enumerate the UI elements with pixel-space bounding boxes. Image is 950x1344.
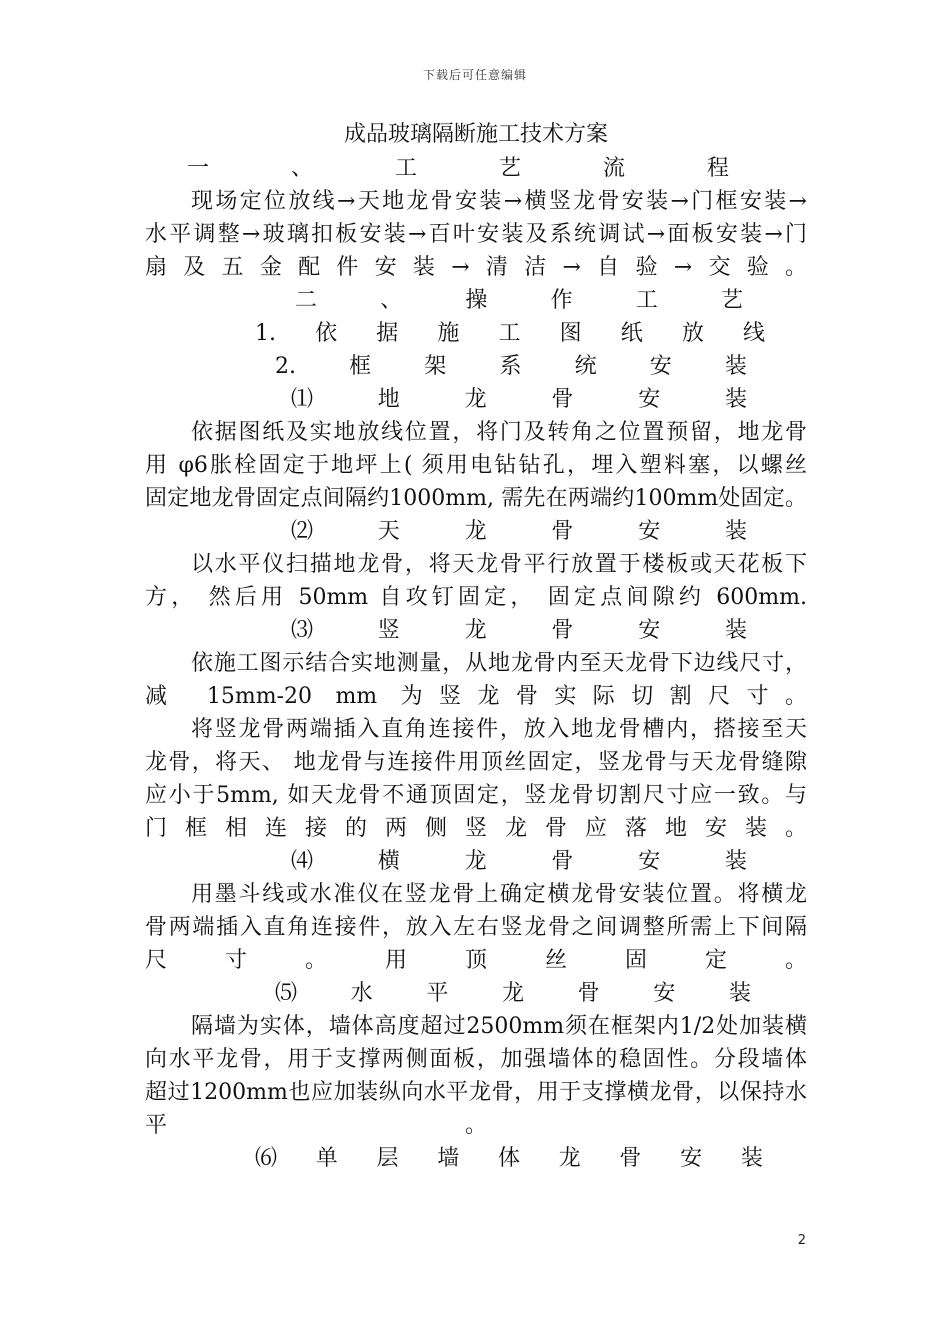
page-number: 2 bbox=[797, 1233, 806, 1248]
section-2-5-heading: ⑸ 水 平 龙 骨 安 装 bbox=[275, 981, 751, 1006]
paragraph-process-flow: 现场定位放线→天地龙骨安装→横竖龙骨安装→门框安装→ 水平调整→玻璃扣板安装→百叶安装及系统调试→面板安装→门 扇及五金配件安装→清洁→自验→交验。 bbox=[145, 189, 807, 280]
section-2-6-heading: ⑹ 单 层 墙 体 龙 骨 安 装 bbox=[255, 1146, 763, 1171]
paragraph-level-keel: 隔墙为实体，墙体高度超过2500mm须在框架内1/2处加装横 向水平龙骨，用于支撑两侧面板，加强墙体的稳固性。分段墙体 超过1200mm也应加装纵向水平龙骨，用于支撑横龙骨，以保持水 平 。 bbox=[145, 1014, 807, 1138]
paragraph-horizontal-keel: 用墨斗线或水准仪在竖龙骨上确定横龙骨安装位置。将横龙 骨两端插入直角连接件，放入左右竖龙骨之间调整所需上下间隔 尺 寸 。 用 顶 丝 固 定 。 bbox=[145, 882, 807, 973]
paragraph-ceiling-keel: 以水平仪扫描地龙骨，将天龙骨平行放置于楼板或天花板下 方， 然后用 50mm 自攻钉固定， 固定点间隙约 600mm. bbox=[145, 552, 807, 610]
section-2-2-heading: ⑵ 天 龙 骨 安 装 bbox=[291, 519, 747, 544]
paragraph-floor-keel: 依据图纸及实地放线位置，将门及转角之位置预留，地龙骨 用 φ6胀栓固定于地坪上( 须用电钻钻孔，埋入塑料塞，以螺丝 固定地龙骨固定点间隔约1000mm, 需先在两端约100mm处固定。 bbox=[145, 420, 807, 511]
section-2-3-heading: ⑶ 竖 龙 骨 安 装 bbox=[291, 618, 747, 643]
document-body bbox=[145, 118, 807, 1175]
page-header-note: 下载后可任意编辑 bbox=[422, 68, 527, 82]
paragraph-vertical-keel-a: 依施工图示结合实地测量，从地龙骨内至天龙骨下边线尺寸， 减 15mm-20 mm 为竖龙骨实际切割尺寸。 bbox=[145, 651, 807, 709]
heading-operation: 二 、 操 作 工 艺 bbox=[295, 288, 743, 313]
doc-title: 成品玻璃隔断施工技术方案 bbox=[343, 122, 608, 147]
section-2-heading: 2. 框 架 系 统 安 装 bbox=[275, 354, 747, 379]
section-2-4-heading: ⑷ 横 龙 骨 安 装 bbox=[291, 849, 747, 874]
heading-process-flow: 一 、 工 艺 流 程 bbox=[187, 156, 729, 181]
section-1-heading: 1. 依 据 施 工 图 纸 放 线 bbox=[255, 321, 765, 346]
paragraph-vertical-keel-b: 将竖龙骨两端插入直角连接件，放入地龙骨槽内，搭接至天 龙骨，将天、 地龙骨与连接件用顶丝固定，竖龙骨与天龙骨缝隙 应小于5mm, 如天龙骨不通顶固定，竖龙骨切割尺寸应一致。与 门框相连接的两侧竖龙骨应落地安装。 bbox=[145, 717, 807, 841]
section-2-1-heading: ⑴ 地 龙 骨 安 装 bbox=[291, 387, 747, 412]
